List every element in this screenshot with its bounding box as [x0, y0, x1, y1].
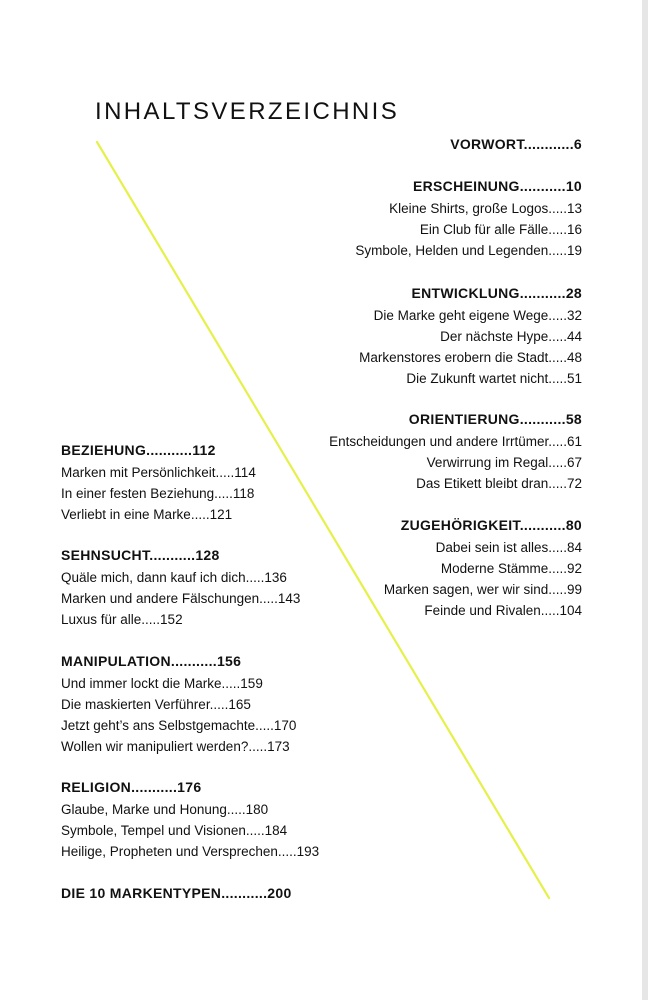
toc-entry[interactable]: Quäle mich, dann kauf ich dich.....136: [61, 569, 287, 585]
toc-section-entwicklung: [359, 283, 582, 390]
toc-entry[interactable]: Symbole, Helden und Legenden.....19: [355, 243, 582, 259]
toc-entry[interactable]: Symbole, Tempel und Visionen.....184: [61, 822, 288, 838]
toc-section-orientierung: [329, 409, 582, 494]
toc-heading[interactable]: BEZIEHUNG...........112: [61, 442, 216, 458]
toc-heading[interactable]: DIE 10 MARKENTYPEN...........200: [61, 885, 292, 901]
toc-section-vorwort: [450, 134, 582, 156]
toc-entry[interactable]: Jetzt geht’s ans Selbstgemachte.....170: [61, 718, 297, 734]
toc-entry[interactable]: Der nächste Hype.....44: [440, 328, 582, 344]
toc-entry[interactable]: In einer festen Beziehung.....118: [61, 485, 255, 501]
toc-entry[interactable]: Dabei sein ist alles.....84: [435, 539, 582, 555]
toc-entry[interactable]: Die maskierten Verführer.....165: [61, 696, 251, 712]
toc-heading[interactable]: ZUGEHÖRIGKEIT...........80: [400, 517, 582, 533]
toc-section-zugehoerigkeit: [384, 515, 582, 622]
toc-section-markentypen: [61, 883, 292, 905]
toc-entry[interactable]: Glaube, Marke und Honung.....180: [61, 801, 269, 817]
toc-entry[interactable]: Markenstores erobern die Stadt.....48: [359, 350, 582, 366]
toc-entry[interactable]: Luxus für alle.....152: [61, 612, 183, 628]
toc-heading[interactable]: RELIGION...........176: [61, 779, 202, 795]
toc-heading[interactable]: ORIENTIERUNG...........58: [408, 411, 582, 427]
toc-entry[interactable]: Feinde und Rivalen.....104: [424, 603, 582, 619]
toc-entry[interactable]: Verliebt in eine Marke.....121: [61, 507, 233, 523]
toc-entry[interactable]: Das Etikett bleibt dran.....72: [416, 476, 582, 492]
toc-entry[interactable]: Marken und andere Fälschungen.....143: [61, 590, 301, 606]
toc-section-beziehung: [61, 440, 256, 525]
toc-entry[interactable]: Marken sagen, wer wir sind.....99: [383, 582, 582, 598]
toc-entry[interactable]: Wollen wir manipuliert werden?.....173: [61, 739, 290, 755]
toc-entry[interactable]: Und immer lockt die Marke.....159: [61, 675, 263, 691]
toc-section-sehnsucht: [61, 545, 300, 630]
toc-section-manipulation: [61, 651, 296, 758]
toc-section-religion: [61, 777, 319, 862]
toc-entry[interactable]: Die Zukunft wartet nicht.....51: [406, 371, 582, 387]
toc-heading[interactable]: VORWORT............6: [450, 136, 582, 152]
toc-entry[interactable]: Marken mit Persönlichkeit.....114: [61, 464, 256, 480]
toc-section-erscheinung: [355, 176, 582, 261]
toc-entry[interactable]: Verwirrung im Regal.....67: [426, 454, 582, 470]
toc-entry[interactable]: Kleine Shirts, große Logos.....13: [389, 200, 582, 216]
toc-heading[interactable]: ENTWICKLUNG...........28: [411, 285, 582, 301]
toc-heading[interactable]: MANIPULATION...........156: [61, 653, 242, 669]
toc-heading[interactable]: SEHNSUCHT...........128: [61, 547, 220, 563]
toc-entry[interactable]: Die Marke geht eigene Wege.....32: [373, 307, 582, 323]
page-title: INHALTSVERZEICHNIS: [95, 98, 400, 125]
toc-entry[interactable]: Heilige, Propheten und Versprechen.....193: [61, 844, 320, 860]
toc-heading[interactable]: ERSCHEINUNG...........10: [412, 178, 582, 194]
toc-entry[interactable]: Moderne Stämme.....92: [440, 560, 582, 576]
toc-entry[interactable]: Entscheidungen und andere Irrtümer.....61: [329, 433, 582, 449]
toc-entry[interactable]: Ein Club für alle Fälle.....16: [419, 221, 582, 237]
